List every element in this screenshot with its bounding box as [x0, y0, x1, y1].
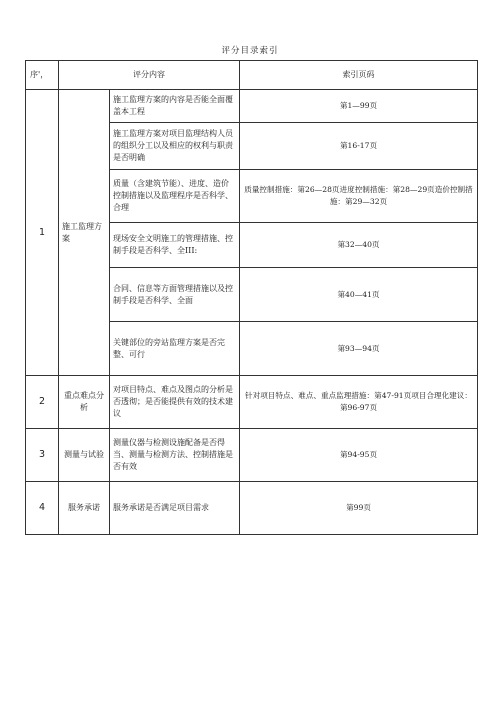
table-row: [26, 482, 478, 535]
table-row: [26, 90, 478, 123]
header-page: 索引页码: [240, 61, 478, 90]
row-number: 2: [26, 376, 59, 429]
content-cell: 测量仪器与检测设施配备是否得当、测量与检测方法、控制措施是否有效: [110, 429, 240, 482]
content-cell: 服务承诺是否满足项目需求: [110, 482, 240, 535]
score-index-table: [25, 60, 478, 535]
page-cell: 第93—94页: [240, 322, 478, 376]
page-cell: 针对项目特点、难点、重点监理措施：第47-91页项目合理化建议：第96-97页: [240, 376, 478, 429]
header-no: 序'，: [26, 61, 59, 90]
category-cell: 测量与试验: [59, 429, 110, 482]
content-cell: 合同、信息等方面管理措施以及控制手段是否科学、全面: [110, 268, 240, 322]
content-cell: 关键部位的旁站监理方案是否完整、可行: [110, 322, 240, 376]
row-number: 1: [26, 90, 59, 376]
page-cell: 第99页: [240, 482, 478, 535]
page-cell: 第1—99页: [240, 90, 478, 123]
content-cell: 质量（含建筑节能）、进度、造价控制措施以及监理程序是否科学、合理: [110, 170, 240, 223]
page-cell: 第40—41页: [240, 268, 478, 322]
content-cell: 对项目特点、难点及图点的分析是否透彻；是否能提供有效的技术建议: [110, 376, 240, 429]
page-cell: 第94-95页: [240, 429, 478, 482]
content-cell: 施工监理方案的内容是否能全面覆盖本工程: [110, 90, 240, 123]
table-row: [26, 376, 478, 429]
page-cell: 质量控制措施：第26—28页进度控制措施：第28—29页造价控制措施：第29—32页: [240, 170, 478, 223]
content-cell: 施工监理方案对项目监理结构人员的组织分工以及相应的权利与职责是否明确: [110, 123, 240, 170]
row-number: 3: [26, 429, 59, 482]
category-cell: 服务承诺: [59, 482, 110, 535]
row-number: 4: [26, 482, 59, 535]
header-row: [26, 61, 478, 90]
category-cell: 施工监理方案: [59, 90, 110, 376]
content-cell: 现场安全文明施工的管理措施、控制手段是否科学、全III:: [110, 223, 240, 268]
table-row: [26, 429, 478, 482]
page-title: 评分目录索引: [221, 46, 279, 56]
page-cell: 第16-17页: [240, 123, 478, 170]
header-content: 评分内容: [59, 61, 240, 90]
page-cell: 第32—40页: [240, 223, 478, 268]
category-cell: 重点难点分析: [59, 376, 110, 429]
